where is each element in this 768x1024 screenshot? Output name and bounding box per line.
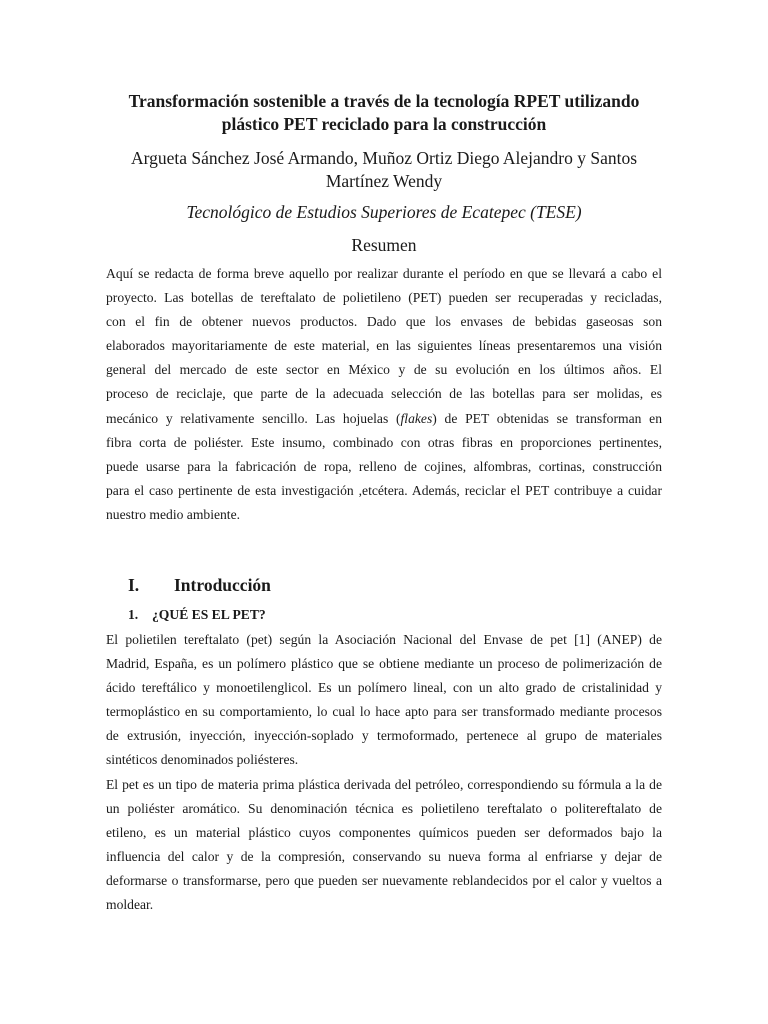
section-title: Introducción (174, 575, 271, 595)
section-number: I. (128, 575, 140, 595)
abstract-line: elaborados mayoritariamente de este material, en las siguientes líneas presentaremos una visión (106, 338, 662, 354)
abstract-line (106, 407, 662, 431)
intro-body (106, 628, 662, 917)
abstract-line: puede usarse para la fabricación de ropa, relleno de cojines, alfombras, cortinas, construcción (106, 458, 662, 474)
paper-title (80, 90, 688, 136)
subsection-title: ¿QUÉ ES EL PET? (152, 607, 266, 622)
intro-line: influencia del calor y de la compresión, conservando su nueva forma al enfriarse y dejar de (106, 848, 662, 864)
intro-line: etileno, es un material plástico cuyos componentes químicos pueden ser deformados bajo la (106, 824, 662, 840)
affiliation: Tecnológico de Estudios Superiores de Ecatepec (TESE) (186, 202, 582, 222)
subsection-heading (128, 604, 266, 626)
abstract-line: general del mercado de este sector en México y de su evolución en los últimos años. El (106, 362, 662, 378)
abstract-body (106, 262, 662, 527)
intro-line: deformarse o transformarse, pero que pueden ser nuevamente reblandecidos por el calor y vueltos a (106, 872, 662, 888)
section-heading (128, 574, 271, 597)
intro-line: de extrusión, inyección, inyección-soplado y termoformado, pertenece al grupo de materiales (106, 728, 662, 744)
abstract-line: nuestro medio ambiente. (106, 506, 241, 522)
intro-line: termoplástico en su comportamiento, lo cual lo hace apto para ser transformado mediante procesos (106, 704, 662, 720)
intro-line: moldear. (106, 897, 154, 913)
abstract-line: proyecto. Las botellas de tereftalato de polietileno (PET) pueden ser recuperadas y recicladas, (106, 290, 662, 306)
abstract-line: proceso de reciclaje, que parte de la adecuada selección de las botellas para ser molidas, es (106, 386, 662, 402)
author-line: Martínez Wendy (325, 171, 443, 191)
intro-line: sintéticos denominados poliésteres. (106, 752, 299, 768)
abstract-line: Aquí se redacta de forma breve aquello por realizar durante el período en que se llevará a cabo el (106, 266, 662, 281)
abstract-line: con el fin de obtener nuevos productos. Dado que los envases de bebidas gaseosas son (106, 314, 662, 330)
title-line: plástico PET reciclado para la construcción (221, 114, 547, 134)
author-line: Argueta Sánchez José Armando, Muñoz Ortiz Diego Alejandro y Santos (130, 148, 638, 168)
abstract-italic-term: flakes (400, 410, 433, 426)
intro-line: ácido tereftálico y monoetilenglicol. Es un polímero lineal, con un alto grado de cristalinidad y (106, 680, 662, 696)
intro-line: El pet es un tipo de materia prima plástica derivada del petróleo, correspondiendo su fórmula a la de (106, 776, 662, 792)
intro-line: El polietilen tereftalato (pet) según la Asociación Nacional del Envase de pet [1] (ANEP) de (106, 632, 662, 647)
abstract-line: para el caso pertinente de esta investigación ,etcétera. Además, reciclar el PET contribuye a cuidar (106, 482, 662, 498)
title-line: Transformación sostenible a través de la tecnología RPET utilizando (128, 91, 640, 111)
abstract-line: fibra corta de poliéster. Este insumo, combinado con otras fibras en proporciones pertinentes, (106, 434, 662, 450)
abstract-text: mecánico y relativamente sencillo. Las hojuelas ( (106, 410, 401, 426)
intro-line: un poliéster aromático. Su denominación técnica es polietileno tereftalato o politereftalato de (106, 800, 662, 816)
abstract-heading: Resumen (351, 235, 417, 255)
intro-line: Madrid, España, es un polímero plástico que se obtiene mediante un proceso de polimerización de (106, 656, 662, 672)
author-list (80, 147, 688, 193)
subsection-number: 1. (128, 607, 139, 622)
abstract-text: ) de PET obtenidas se transforman en (432, 410, 662, 426)
